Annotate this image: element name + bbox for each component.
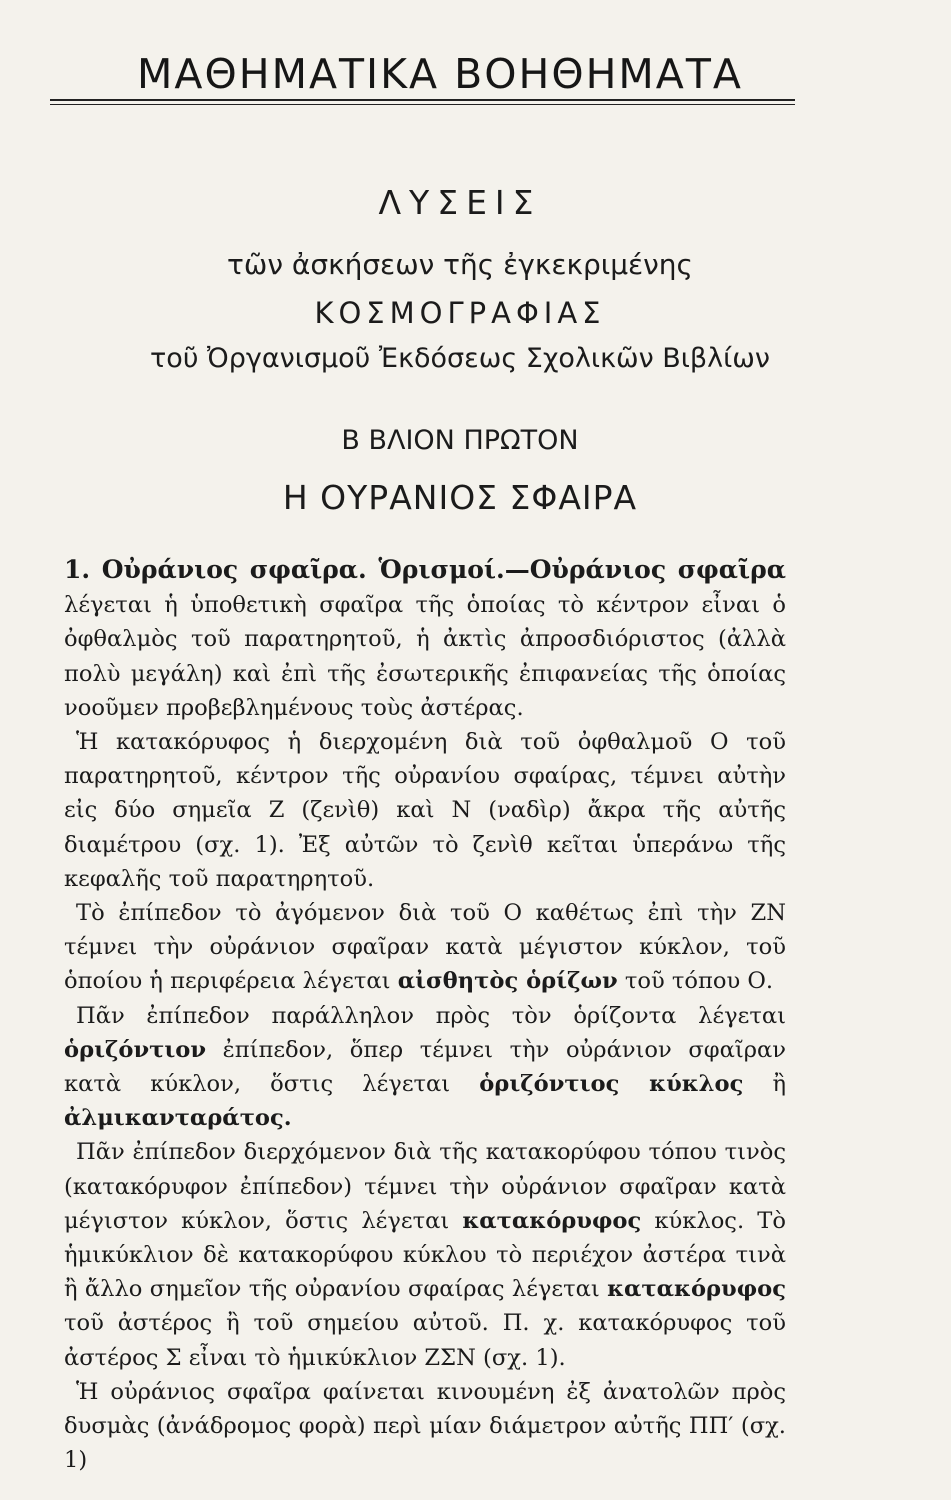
paragraph-1 xyxy=(64,553,786,725)
paragraph-text: Τὸ ἐπίπεδον τὸ ἀγόμενον διὰ τοῦ Ο καθέτως ἐπὶ τὴν ΖΝ τέμνει τὴν οὐράνιον σφαῖραν κατὰ μέγιστον κύκλον, τοῦ ὁποίου ἡ περιφέρεια λέγεται xyxy=(64,900,786,995)
header-rule xyxy=(50,99,795,101)
term-horizon: αἰσθητὸς ὁρίζων xyxy=(397,968,618,995)
paragraph-6 xyxy=(64,1375,786,1478)
paragraph-5 xyxy=(64,1135,786,1374)
header-rule-thin xyxy=(50,104,795,105)
term-horizontal-circle: ὁριζόντιος κύκλος xyxy=(479,1071,744,1098)
main-title: ΛΥΣΕΙΣ xyxy=(378,183,542,222)
paragraph-text: Ἡ κατακόρυφος ἡ διερχομένη διὰ τοῦ ὀφθαλμοῦ Ο τοῦ παρατηρητοῦ, κέντρον τῆς οὐρανίου σφαίρας, τέμνει αὐτὴν εἰς δύο σημεῖα Ζ (ζενὶθ) καὶ Ν (ναδὶρ) ἄκρα τῆς αὐτῆς διαμέτρου (σχ. 1). Ἐξ αὐτῶν τὸ ζενὶθ κεῖται ὑπεράνω τῆς κεφαλῆς τοῦ παρατηρητοῦ. xyxy=(64,729,786,892)
paragraph-text: Ἡ οὐράνιος σφαῖρα φαίνεται κινουμένη ἐξ ἀνατολῶν πρὸς δυσμὰς (ἀνάδρομος φορὰ) περὶ μίαν διάμετρον αὐτῆς ΠΠ′ (σχ. 1) xyxy=(64,1378,786,1474)
paragraph-text: κύκλος. Τὸ ἡμικύκλιον δὲ κατακορύφου κύκλου τὸ περιέχον ἀστέρα τινὰ ἢ ἄλλο σημεῖον τῆς οὐρανίου σφαίρας λέγεται xyxy=(64,1207,786,1303)
subtitle-line-1: τῶν ἀσκήσεων τῆς ἐγκεκριμένης xyxy=(227,248,693,281)
paragraph-text: Πᾶν ἐπίπεδον διερχόμενον διὰ τῆς κατακορύφου τόπου τινὸς (κατακόρυφον ἐπίπεδον) τέμνει τὴν οὐράνιον σφαῖραν κατὰ μέγιστον κύκλον, ὅστις λέγεται xyxy=(64,1139,786,1234)
running-head: ΜΑΘΗΜΑΤΙΚΑ ΒΟΗΘΗΜΑΤΑ xyxy=(137,50,743,98)
paragraph-text: Πᾶν ἐπίπεδον παράλληλον πρὸς τὸν ὁρίζοντα λέγεται xyxy=(76,1002,786,1029)
paragraph-text: ἐπίπεδον, ὅπερ τέμνει τὴν οὐράνιον σφαῖραν κατὰ κύκλον, ὅστις λέγεται xyxy=(64,1036,786,1098)
paragraph-text: τοῦ ἀστέρος ἢ τοῦ σημείου αὐτοῦ. Π. χ. κατακόρυφος τοῦ ἀστέρος Σ εἶναι τὸ ἡμικύκλιον ΖΣΝ (σχ. 1). xyxy=(64,1310,786,1371)
paragraph-3 xyxy=(64,896,786,999)
term-vertical: κατακόρυφος xyxy=(462,1207,642,1234)
paragraph-text: λέγεται ἡ ὑποθετικὴ σφαῖρα τῆς ὁποίας τὸ κέντρον εἶναι ὁ ὀφθαλμὸς τοῦ παρατηρητοῦ, ἡ ἀκτὶς ἀπροσδιόριστος (ἀλλὰ πολὺ μεγάλη) καὶ ἐπὶ τῆς ἐσωτερικῆς ἐπιφανείας τῆς ὁποίας νοοῦμεν προβεβλημένους τοὺς ἀστέρας. xyxy=(64,592,786,721)
paragraph-4 xyxy=(64,999,786,1136)
paragraph-heading: 1. Οὐράνιος σφαῖρα. Ὁρισμοί.—Οὐράνιος σφαῖρα xyxy=(64,555,786,584)
term-almucantar: ἀλμικανταράτος. xyxy=(64,1105,292,1132)
subtitle-line-2: ΚΟΣΜΟΓΡΑΦΙΑΣ xyxy=(314,296,606,330)
term-horizontal: ὁριζόντιον xyxy=(64,1036,207,1063)
paragraph-2 xyxy=(64,725,786,896)
section-heading: Η ΟΥΡΑΝΙΟΣ ΣΦΑΙΡΑ xyxy=(282,478,638,517)
body-text xyxy=(64,553,786,1477)
paragraph-text: ἢ xyxy=(743,1071,786,1098)
book-heading: Β ΒΛΙΟΝ ΠΡΩΤΟΝ xyxy=(341,425,579,456)
paragraph-text: τοῦ τόπου Ο. xyxy=(617,968,774,995)
subtitle-line-3: τοῦ Ὀργανισμοῦ Ἐκδόσεως Σχολικῶν Βιβλίων xyxy=(150,343,770,374)
term-vertical-star: κατακόρυφος xyxy=(607,1276,786,1303)
